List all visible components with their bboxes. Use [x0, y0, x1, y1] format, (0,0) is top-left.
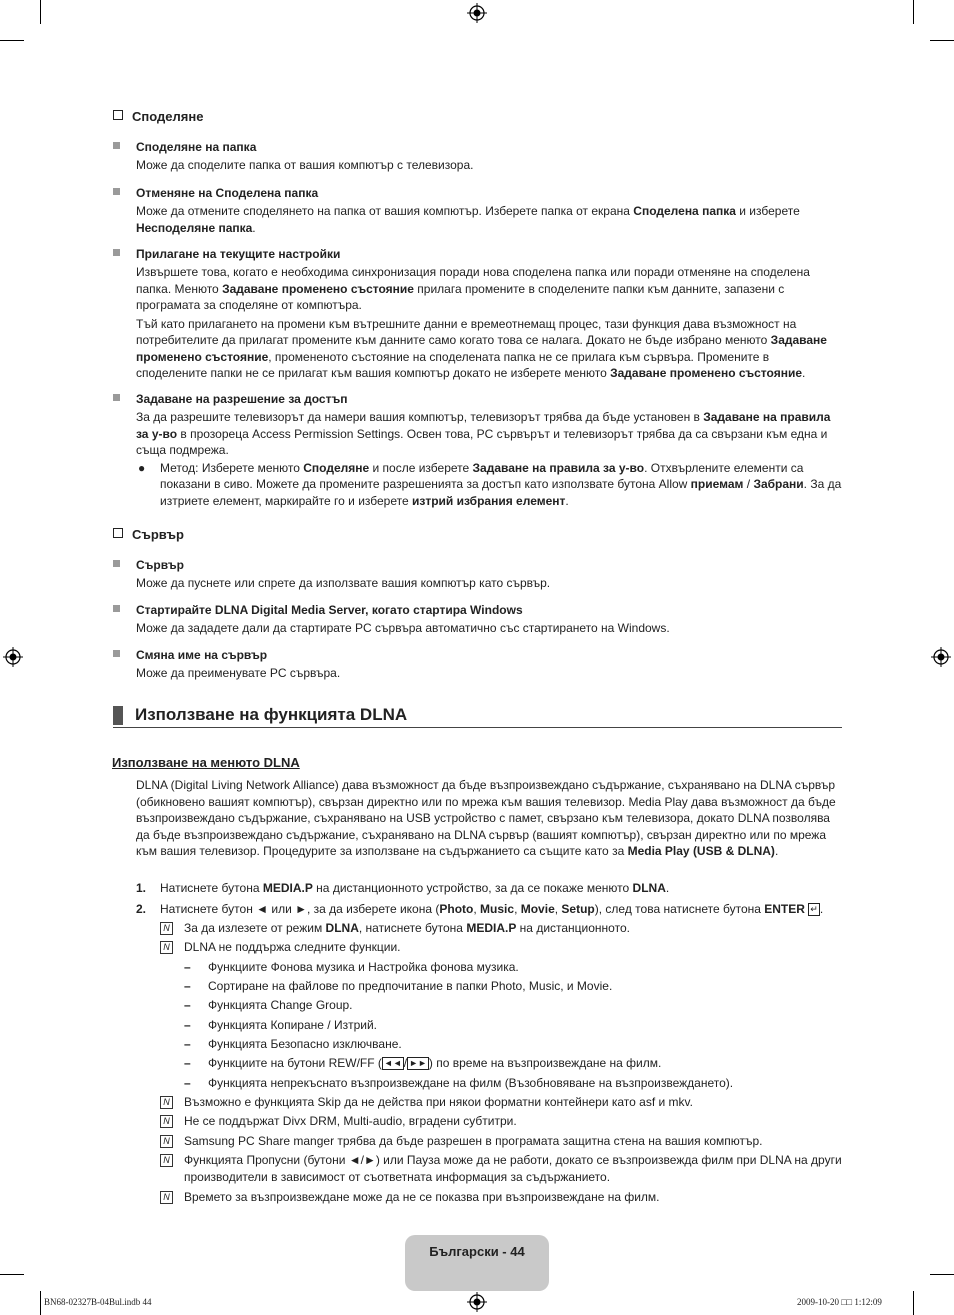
item-body: За да разрешите телевизорът да намери вашия компютър, телевизорът трябва да бъде установен в Задаване на правила за у-во в прозореца Access Permission Settings. Освен това, PC сървърът и телевизорът трябва да са свързани към една и съща подмрежа.	[136, 410, 831, 457]
square-bullet-icon	[113, 142, 120, 149]
square-bullet-icon	[113, 394, 120, 401]
item-title: Споделяне на папка	[136, 140, 257, 154]
dash-mark: –	[184, 1018, 191, 1032]
square-bullet-icon	[113, 560, 120, 567]
step-1: 1. Натиснете бутона MEDIA.P на дистанционното устройство, за да се покаже менюто DLNA.	[136, 881, 670, 895]
dash-item: – Функцията Копиране / Изтрий.	[184, 1018, 377, 1032]
item-title: Смяна име на сървър	[136, 648, 268, 662]
dash-item: – Функциите на бутони REW/FF ( ◄◄ / ►► ) по време на възпроизвеждане на филм.	[184, 1056, 662, 1070]
note-skip: N Възможно е функцията Skip да не действа при някои форматни контейнери като asf и mkv.	[160, 1094, 842, 1111]
fast-forward-icon: ►►	[409, 1058, 427, 1068]
bullet-dot-icon: ●	[138, 460, 146, 475]
note-divx: N Не се поддържат Divx DRM, Multi-audio, вградени субтитри.	[160, 1113, 842, 1130]
method-bullet: ● Метод: Изберете менюто Споделяне и после изберете Задаване на правила за у-во. Отхвърлените елементи са показани в сиво. Можете да промените разрешенията за достъп като използвате бутона Allow приемам / Забрани. За да изтриете елемент, маркирайте го и изберете изтрий избрания елемент.	[138, 460, 842, 508]
crop-mark	[0, 40, 24, 41]
note-icon: N	[160, 1096, 173, 1109]
item-title: Отменяне на Споделена папка	[136, 186, 319, 200]
note-icon: N	[160, 1191, 173, 1204]
dash-mark: –	[184, 960, 191, 974]
item-body: Може да преименувате PC сървъра.	[136, 666, 341, 680]
crop-mark	[913, 0, 914, 24]
square-bullet-icon	[113, 188, 120, 195]
dlna-intro: DLNA (Digital Living Network Alliance) дава възможност да бъде възпроизвеждано съдържание, съхранявано на DLNA сървър (обикновено вашият компютър), свързан директно или по мрежа към вашия телевизор. Media Play дава възможност да бъде възпроизвеждано съдържание, съхранявано на USB устройство с памет, свързано към телевизора, докато DLNA позволява да бъде възпроизвеждано съдържание, съхранявано на DLNA сървър (вашият компютър), свързан директно или по мрежа към вашия телевизор. Процедурите за използване на съдържанието са същите като за Media Play (USB & DLNA).	[136, 778, 836, 858]
square-bullet-icon	[113, 249, 120, 256]
item-access-permission	[113, 391, 843, 509]
checkbox-square-icon	[113, 110, 123, 120]
crop-mark	[0, 1274, 24, 1275]
note-icon: N	[160, 941, 173, 954]
dash-mark: –	[184, 1056, 191, 1070]
dash-mark: –	[184, 998, 191, 1012]
square-bullet-icon	[113, 650, 120, 657]
dash-item: – Сортиране на файлове по предпочитание в папки Photo, Music, и Movie.	[184, 979, 613, 993]
registration-mark-icon	[467, 3, 487, 23]
item-cancel-shared-folder	[113, 185, 843, 236]
note-icon: N	[160, 1135, 173, 1148]
item-body: Извършете това, когато е необходима синхронизация поради нова споделена папка или поради отменяне на споделена папка. Менюто Задаване променено състояние прилага промените в споделените папки към данните, запазени с програмата за споделяне от компютъра.	[136, 265, 810, 312]
section-title-sharing: Споделяне	[113, 109, 203, 124]
registration-mark-icon	[931, 647, 951, 667]
item-body: Може да зададете дали да стартирате PC сървъра автоматично със стартирането на Windows.	[136, 621, 670, 635]
imprint-file: BN68-02327B-04Bul.indb 44	[44, 1297, 152, 1307]
note-exit-dlna: N За да излезете от режим DLNA, натиснете бутона MEDIA.P на дистанционното.	[160, 920, 842, 937]
crop-mark	[930, 1274, 954, 1275]
dash-item: – Функциите Фонова музика и Настройка фонова музика.	[184, 960, 519, 974]
dash-mark: –	[184, 1076, 191, 1090]
registration-mark-icon	[3, 647, 23, 667]
dlna-subheading: Използване на менюто DLNA	[112, 755, 300, 770]
page-number-tab	[405, 1235, 549, 1291]
imprint-date: 2009-10-20 □□ 1:12:09	[797, 1297, 882, 1307]
section-title-server: Сървър	[113, 527, 184, 542]
note-skip-pause: N Функцията Пропусни (бутони ◄/►) или Пауза може да не работи, докато се възпроизвежда филм при DLNA на други производители в зависимост от съответната информация за съдържанието.	[160, 1152, 842, 1185]
heading-bar	[113, 706, 123, 725]
crop-mark	[913, 1291, 914, 1315]
item-title: Прилагане на текущите настройки	[136, 247, 341, 261]
item-title: Сървър	[136, 558, 184, 572]
checkbox-square-icon	[113, 528, 123, 538]
dlna-heading	[113, 705, 842, 728]
note-icon: N	[160, 922, 173, 935]
heading-text: Използване на функцията DLNA	[135, 705, 408, 724]
note-icon: N	[160, 1115, 173, 1128]
dash-item: – Функцията Change Group.	[184, 998, 353, 1012]
item-apply-settings	[113, 246, 843, 382]
item-rename-server	[113, 647, 843, 682]
crop-mark	[40, 1291, 41, 1315]
dash-item: – Функцията непрекъснато възпроизвеждане на филм (Възобновяване на възпроизвеждането).	[184, 1076, 734, 1090]
item-share-folder	[113, 139, 843, 174]
item-title: Задаване на разрешение за достъп	[136, 392, 348, 406]
page-number: Български - 44	[429, 1244, 525, 1259]
item-body: Тъй като прилагането на промени към вътрешните данни е времеотнемащ процес, тази функция дава възможност на потребителите да прилагат промените към данните само когато това се налага. Докато не бъде избрано менюто Задаване променено състояние, промененото състояние на споделената папка не се прилага към сървъра. Промените в споделените папки не се прилагат към вашия компютър докато не изберете менюто Задаване променено състояние.	[136, 316, 827, 380]
item-server	[113, 557, 843, 592]
note-firewall: N Samsung PC Share manger трябва да бъде разрешен в програмата защитна стена на вашия компютър.	[160, 1133, 842, 1150]
item-body: Може да пуснете или спрете да използвате вашия компютър като сървър.	[136, 576, 551, 590]
step-2: 2. Натиснете бутон ◄ или ►, за да изберете икона (Photo, Music, Movie, Setup), след това натиснете бутона ENTER ↵ .	[136, 902, 824, 916]
item-body: Може да отмените споделянето на папка от вашия компютър. Изберете папка от екрана Споделена папка и изберете Несподеляне папка.	[136, 204, 800, 235]
crop-mark	[930, 40, 954, 41]
rewind-icon: ◄◄	[383, 1058, 402, 1068]
crop-mark	[40, 0, 41, 24]
dash-mark: –	[184, 1037, 191, 1051]
item-start-dlna	[113, 602, 843, 637]
note-icon: N	[160, 1154, 173, 1167]
registration-mark-icon	[467, 1292, 487, 1312]
square-bullet-icon	[113, 605, 120, 612]
step-number: 2.	[136, 902, 147, 916]
item-body: Може да споделите папка от вашия компютър с телевизора.	[136, 158, 474, 172]
step-number: 1.	[136, 881, 147, 895]
note-playback-time: N Времето за възпроизвеждане може да не се показва при възпроизвеждане на филм.	[160, 1189, 842, 1206]
dash-mark: –	[184, 979, 191, 993]
dash-item: – Функцията Безопасно изключване.	[184, 1037, 402, 1051]
note-unsupported: N DLNA не поддържа следните функции.	[160, 939, 842, 956]
enter-icon: ↵	[810, 904, 818, 914]
item-title: Стартирайте DLNA Digital Media Server, когато стартира Windows	[136, 603, 523, 617]
